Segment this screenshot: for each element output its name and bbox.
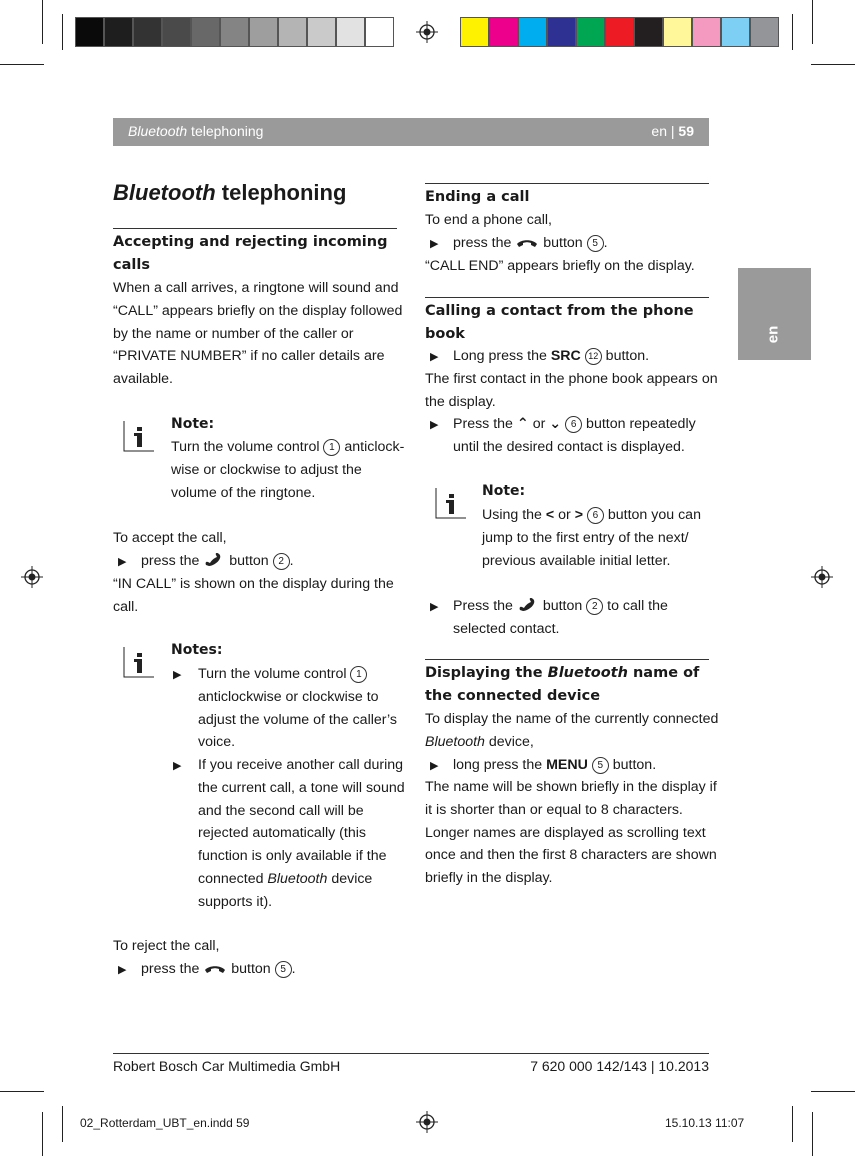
- device-name-intro: To display the name of the currently connected Bluetooth device,: [425, 711, 719, 750]
- running-header-section: Bluetooth telephoning: [128, 123, 264, 139]
- callout-5: 5: [592, 757, 609, 774]
- section-heading-ending-call: Ending a call: [425, 189, 530, 205]
- process-swatch: [692, 17, 721, 47]
- reject-step: press the button 5 .: [141, 961, 296, 977]
- crop-mark: [811, 1091, 855, 1092]
- phonebook-step-3: Press the button 2 to call the selected contact.: [453, 598, 668, 637]
- section-rule: [425, 183, 709, 184]
- info-note-icon: [123, 420, 155, 452]
- registration-mark-icon: [416, 21, 438, 43]
- call-end-icon: [203, 963, 227, 975]
- notes-item: If you receive another call during the current call, a tone will sound and the second call will be rejected automatically (this function is only available if the connected Bluetooth device supports it).: [198, 757, 405, 910]
- crop-mark: [42, 0, 43, 44]
- crop-mark: [792, 14, 793, 50]
- section-heading-accept-reject: Accepting and rejecting incoming calls: [113, 234, 388, 273]
- section-rule: [425, 659, 709, 660]
- gray-swatch: [220, 17, 249, 47]
- footer-rule: [113, 1053, 709, 1054]
- phonebook-step-2: Press the ⌃ or ⌄ 6 button repeatedly until the desired contact is displayed.: [453, 416, 696, 455]
- bullet-arrow-icon: ▶: [430, 760, 439, 772]
- crop-mark: [792, 1106, 793, 1142]
- callout-6: 6: [587, 507, 604, 524]
- bullet-arrow-icon: ▶: [173, 760, 182, 772]
- section-rule: [113, 228, 397, 229]
- gray-swatch: [307, 17, 336, 47]
- src-key-label: SRC: [550, 348, 581, 364]
- running-header-page: en | 59: [651, 123, 694, 139]
- footer-company: Robert Bosch Car Multimedia GmbH: [113, 1058, 341, 1074]
- callout-2: 2: [586, 598, 603, 615]
- accept-result: “IN CALL” is shown on the display during the call.: [113, 576, 394, 615]
- crop-mark: [811, 64, 855, 65]
- language-tab: en: [738, 268, 811, 360]
- info-note-icon: [123, 646, 155, 678]
- callout-12: 12: [585, 348, 602, 365]
- registration-mark-icon: [416, 1111, 438, 1133]
- registration-mark-icon: [21, 566, 43, 588]
- call-end-icon: [515, 237, 539, 249]
- gray-swatch: [191, 17, 220, 47]
- accept-step: press the button 2 .: [141, 553, 294, 569]
- end-intro: To end a phone call,: [425, 212, 552, 228]
- gray-swatch: [278, 17, 307, 47]
- crop-mark: [62, 1106, 63, 1142]
- slug-filename: 02_Rotterdam_UBT_en.indd 59: [80, 1116, 250, 1130]
- callout-1: 1: [323, 439, 340, 456]
- bullet-arrow-icon: ▶: [430, 351, 439, 363]
- down-arrow-icon: ⌄: [549, 416, 562, 432]
- gray-swatch: [249, 17, 278, 47]
- process-swatch: [663, 17, 692, 47]
- gray-swatch: [162, 17, 191, 47]
- gray-swatch: [75, 17, 104, 47]
- bullet-arrow-icon: ▶: [118, 964, 127, 976]
- callout-2: 2: [273, 553, 290, 570]
- call-accept-icon: [203, 553, 225, 567]
- note-heading: Note:: [171, 416, 215, 432]
- slug-date: 15.10.13 11:07: [665, 1116, 745, 1130]
- right-arrow-icon: >: [574, 507, 583, 523]
- note-text: Using the < or > 6 button you can jump to the first entry of the next/ previous available initial letter.: [482, 507, 701, 569]
- gray-swatch: [104, 17, 133, 47]
- bullet-arrow-icon: ▶: [430, 601, 439, 613]
- process-swatch: [721, 17, 750, 47]
- page-title: Bluetooth telephoning: [113, 180, 347, 205]
- call-accept-icon: [517, 598, 539, 612]
- gray-swatch: [336, 17, 365, 47]
- crop-mark: [0, 64, 44, 65]
- bullet-arrow-icon: ▶: [430, 419, 439, 431]
- device-name-result: The name will be shown briefly in the display if it is shorter than or equal to 8 characters. Longer names are displayed as scrolling text once and then the first 8 characters are shown briefly in the display.: [425, 779, 717, 887]
- process-swatch: [750, 17, 779, 47]
- note-text: Turn the volume control 1 anticlock- wise or clockwise to adjust the volume of the ringtone.: [171, 439, 405, 501]
- process-swatch: [547, 17, 576, 47]
- crop-mark: [42, 1112, 43, 1156]
- section-rule: [425, 297, 709, 298]
- page-number: 59: [678, 123, 694, 139]
- footer-doc-number: 7 620 000 142/143 | 10.2013: [530, 1058, 709, 1074]
- bullet-arrow-icon: ▶: [173, 669, 182, 681]
- registration-mark-icon: [811, 566, 833, 588]
- left-arrow-icon: <: [545, 507, 555, 523]
- notes-heading: Notes:: [171, 642, 223, 658]
- intro-paragraph: When a call arrives, a ringtone will sound and “CALL” appears briefly on the display followed by the name or number of the caller or “PRIVATE NUMBER” if no caller details are available.: [113, 280, 403, 388]
- process-swatch: [489, 17, 518, 47]
- phonebook-step-1: Long press the SRC 12 button.: [453, 348, 650, 364]
- process-swatch: [460, 17, 489, 47]
- crop-mark: [0, 1091, 44, 1092]
- crop-mark: [812, 1112, 813, 1156]
- bullet-arrow-icon: ▶: [430, 238, 439, 250]
- callout-1: 1: [350, 666, 367, 683]
- up-arrow-icon: ⌃: [516, 416, 529, 432]
- phonebook-result: The first contact in the phone book appears on the display.: [425, 371, 718, 410]
- notes-item: Turn the volume control 1 anticlockwise or clockwise to adjust the volume of the caller’s voice.: [198, 666, 397, 751]
- running-header: [113, 118, 709, 146]
- callout-5: 5: [275, 961, 292, 978]
- process-swatch: [605, 17, 634, 47]
- info-note-icon: [435, 487, 467, 519]
- process-swatch: [634, 17, 663, 47]
- crop-mark: [62, 14, 63, 50]
- gray-swatch: [133, 17, 162, 47]
- section-heading-phonebook: Calling a contact from the phone book: [425, 303, 694, 342]
- note-heading: Note:: [482, 483, 526, 499]
- reject-intro: To reject the call,: [113, 938, 220, 954]
- crop-mark: [812, 0, 813, 44]
- accept-intro: To accept the call,: [113, 530, 227, 546]
- menu-key-label: MENU: [546, 757, 588, 773]
- process-swatch: [576, 17, 605, 47]
- end-step: press the button 5 .: [453, 235, 608, 251]
- device-name-step: long press the MENU 5 button.: [453, 757, 657, 773]
- callout-6: 6: [565, 416, 582, 433]
- process-swatch: [518, 17, 547, 47]
- bullet-arrow-icon: ▶: [118, 556, 127, 568]
- callout-5: 5: [587, 235, 604, 252]
- end-result: “CALL END” appears briefly on the display.: [425, 258, 695, 274]
- section-heading-device-name: Displaying the Bluetooth name of the connected device: [425, 665, 700, 704]
- gray-swatch: [365, 17, 394, 47]
